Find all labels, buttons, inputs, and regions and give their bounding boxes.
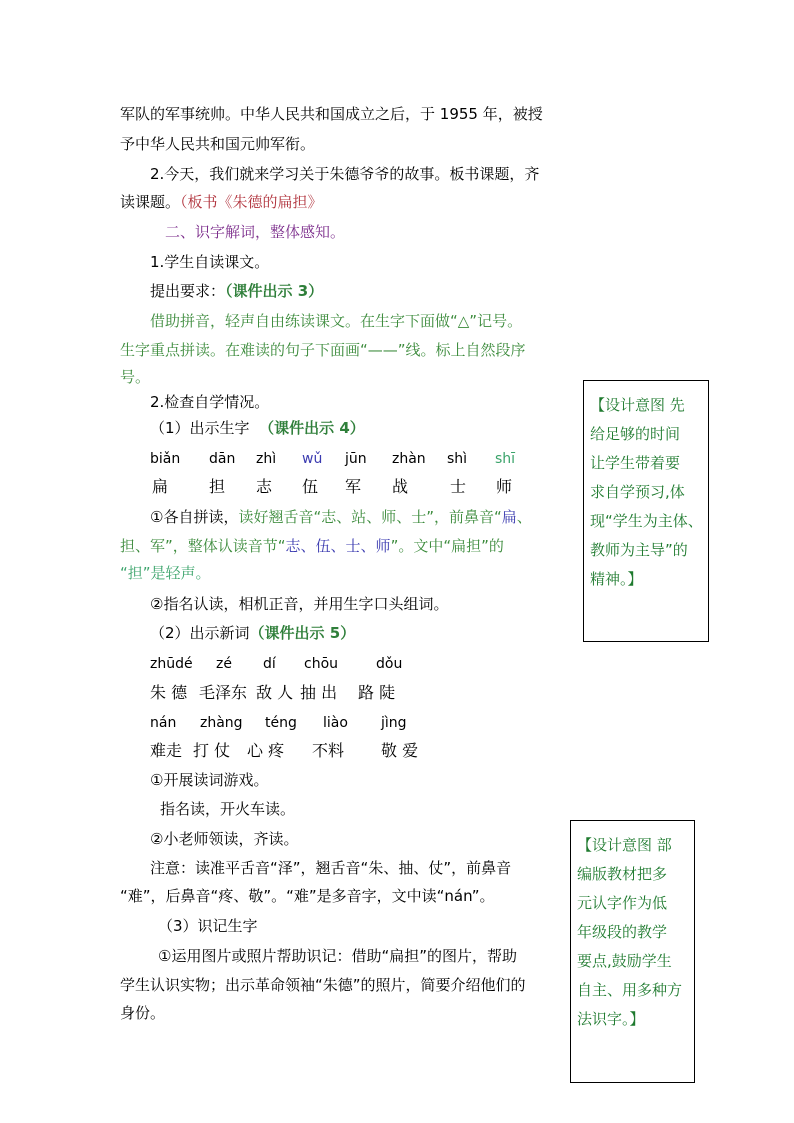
text-line (150, 281, 323, 301)
design-intent-note (570, 820, 695, 1083)
text-line: 予中华人民共和国元帅军衔。 (120, 135, 316, 153)
text-span: 读课题。 (120, 193, 181, 211)
text-line: 指名读，开火车读。 (160, 800, 296, 818)
text-line: 军队的军事统帅。中华人民共和国成立之后，于 1955 年，被授 (120, 105, 543, 123)
section-heading: 二、识字解词，整体感知。 (165, 223, 346, 241)
note-line: 给足够的时间 (590, 425, 681, 443)
note-line: 精神。】 (590, 570, 643, 588)
note-line: 自主、用多种方 (577, 981, 683, 999)
text-line: “担”是轻声。 (120, 564, 211, 582)
text-line: 2.检查自学情况。 (150, 393, 270, 411)
text-span: 担、军”，整体认读音节“ (120, 537, 286, 555)
note-line: 教师为主导”的 (590, 541, 688, 559)
pinyin: liào (323, 715, 348, 731)
text-span: 扁 (501, 508, 517, 526)
vocab-word: 难走 (150, 741, 183, 760)
vocab-word: 路 陡 (358, 683, 396, 702)
pinyin: jìng (381, 715, 407, 731)
courseware-tag: （课件出示 3） (225, 282, 324, 300)
text-line: ①开展读词游戏。 (150, 771, 269, 789)
text-line: ②指名认读，相机正音，并用生字口头组词。 (150, 595, 449, 613)
text-line: 借助拼音，轻声自由练读课文。在生字下面做“△”记号。 (150, 312, 523, 330)
text-line: 2.今天，我们就来学习关于朱德爷爷的故事。板书课题，齐 (150, 165, 540, 183)
pinyin: zhàng (200, 715, 243, 731)
text-line: “难”，后鼻音“疼、敬”。“难”是多音字，文中读“nán”。 (120, 887, 495, 905)
hanzi-char: 担 (209, 477, 226, 496)
text-span: ”。 (390, 537, 414, 555)
text-line: ①运用图片或照片帮助识记：借助“扁担”的图片，帮助 (158, 947, 517, 965)
text-line (150, 507, 532, 527)
pinyin: dí (263, 656, 276, 672)
pinyin: chōu (304, 656, 339, 672)
vocab-word: 打 仗 (193, 741, 231, 760)
text-line: 学生认识实物；出示革命领袖“朱德”的照片，简要介绍他们的 (120, 976, 526, 994)
note-line: 让学生带着要 (590, 454, 681, 472)
courseware-tag: （课件出示 5） (249, 624, 356, 642)
hanzi-char: 战 (392, 477, 409, 496)
pinyin: biǎn (150, 451, 181, 467)
note-line: 【设计意图 先 (590, 396, 685, 414)
text-span: 志、伍、士、师 (285, 537, 391, 555)
text-line: 号。 (120, 368, 151, 386)
pinyin: shī (495, 451, 516, 467)
note-line: 法识字。】 (577, 1010, 645, 1028)
note-line: 【设计意图 部 (577, 836, 672, 854)
note-line: 编版教材把多 (577, 865, 668, 883)
text-line: 生字重点拼读。在难读的句子下面画“——”线。标上自然段序 (120, 341, 526, 359)
note-line: 求自学预习,体 (590, 483, 685, 501)
pinyin: zhàn (392, 451, 426, 467)
hanzi-char: 伍 (302, 477, 319, 496)
pinyin: wǔ (302, 451, 323, 467)
vocab-word: 毛泽东 (199, 683, 248, 702)
pinyin: zhì (256, 451, 277, 467)
text-line: 身份。 (120, 1004, 166, 1022)
hanzi-char: 军 (345, 477, 362, 496)
text-line (120, 192, 323, 212)
pinyin: zé (216, 656, 232, 672)
pinyin: nán (150, 715, 177, 731)
vocab-word: 抽 出 (300, 683, 338, 702)
text-span: ①各自拼读， (150, 508, 239, 526)
text-line: （3）识记生字 (158, 917, 258, 935)
vocab-word: 心 疼 (247, 741, 285, 760)
courseware-tag: （课件出示 4） (259, 419, 365, 437)
text-span: 提出要求： (150, 282, 226, 300)
pinyin: jūn (345, 451, 367, 467)
vocab-word: 敌 人 (256, 683, 294, 702)
text-span: 、 (516, 508, 532, 526)
note-line: 要点,鼓励学生 (577, 952, 672, 970)
hanzi-char: 士 (450, 477, 467, 496)
hanzi-char: 师 (496, 477, 513, 496)
text-line: ②小老师领读，齐读。 (150, 830, 299, 848)
vocab-word: 不料 (312, 741, 345, 760)
text-line (150, 418, 365, 438)
text-span: 读好翘舌音“志、站、师、士”，前鼻音“ (238, 508, 502, 526)
pinyin: shì (447, 451, 468, 467)
text-span: 文中“扁担”的 (413, 537, 504, 555)
pinyin: zhūdé (150, 656, 193, 672)
text-line (120, 536, 504, 556)
text-span: （2）出示新词 (150, 624, 250, 642)
note-line: 元认字作为低 (577, 894, 668, 912)
text-line: 1.学生自读课文。 (150, 253, 270, 271)
pinyin: téng (265, 715, 297, 731)
pinyin: dān (209, 451, 236, 467)
text-line (150, 623, 355, 643)
hanzi-char: 志 (256, 477, 273, 496)
vocab-word: 敬 爱 (381, 741, 419, 760)
vocab-word: 朱 德 (150, 683, 188, 702)
note-line: 现“学生为主体、 (590, 512, 703, 530)
note-line: 年级段的教学 (577, 923, 668, 941)
text-line: 注意：读准平舌音“泽”，翘舌音“朱、抽、仗”，前鼻音 (150, 859, 512, 877)
text-span: （1）出示生字 (150, 419, 250, 437)
hanzi-char: 扁 (152, 477, 169, 496)
text-span: （板书《朱德的扁担》 (180, 193, 323, 211)
design-intent-note (583, 380, 709, 642)
pinyin: dǒu (376, 656, 403, 672)
